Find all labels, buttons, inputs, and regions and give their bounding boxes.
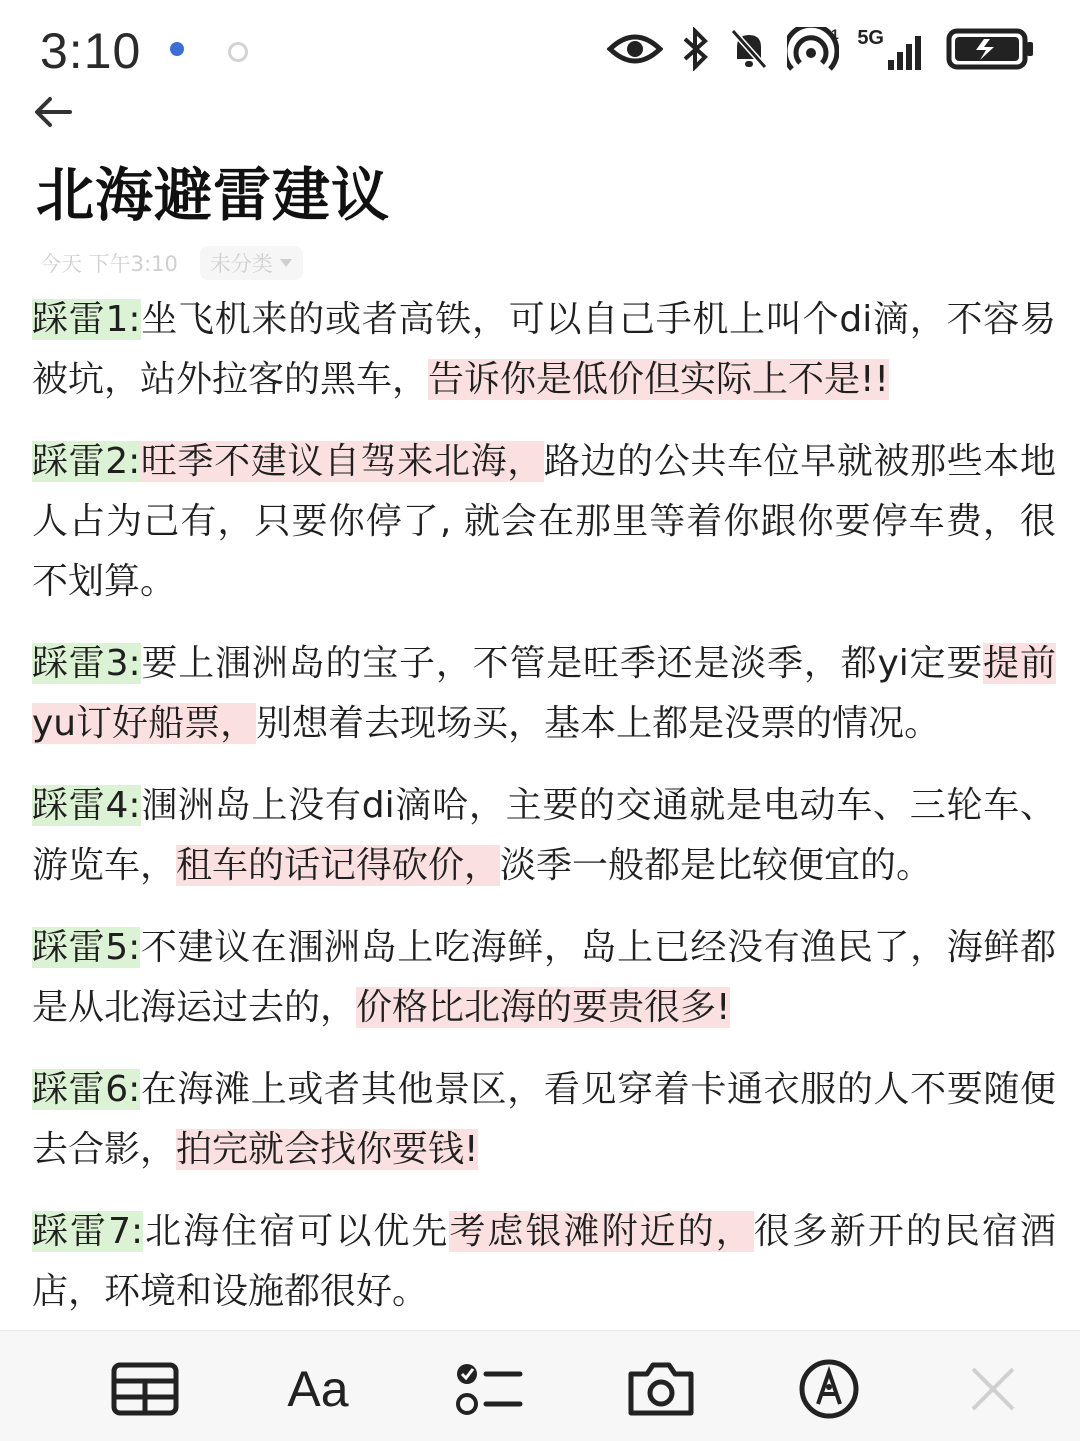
tip-text-after: 很多新开的民宿酒店，环境和设施都很好。 bbox=[32, 1211, 1056, 1312]
tip-text-after: 路边的公共车位早就被那些本地人占为己有，只要你停了, 就会在那里等着你跟你要停车费，很不划算。 bbox=[32, 441, 1056, 602]
tip-tag: 踩雷4: bbox=[32, 785, 141, 826]
bluetooth-icon bbox=[681, 27, 711, 71]
category-selector[interactable] bbox=[200, 246, 303, 280]
cellular-signal bbox=[857, 28, 928, 70]
network-type: 5G bbox=[857, 27, 884, 49]
tip-tag: 踩雷3: bbox=[32, 643, 141, 684]
tip-item bbox=[32, 634, 1056, 754]
status-bar bbox=[0, 0, 1080, 100]
tip-highlight: 租车的话记得砍价， bbox=[176, 845, 501, 886]
tip-highlight: 考虑银滩附近的， bbox=[449, 1211, 754, 1252]
status-icons bbox=[607, 26, 1036, 72]
camera-button[interactable] bbox=[624, 1359, 698, 1419]
close-icon bbox=[968, 1364, 1018, 1414]
tip-highlight: 旺季不建议自驾来北海， bbox=[140, 441, 544, 482]
text-format-icon: Aa bbox=[287, 1361, 349, 1417]
tip-highlight: 提前yu订好船票， bbox=[32, 643, 1056, 744]
tip-text-after: 淡季一般都是比较便宜的。 bbox=[500, 845, 933, 886]
tip-tag: 踩雷5: bbox=[32, 927, 141, 968]
battery-charging-icon bbox=[946, 26, 1036, 72]
tip-text: 北海住宿可以优先 bbox=[143, 1211, 450, 1252]
tip-text: 不建议在涠洲岛上吃海鲜，岛上已经没有渔民了，海鲜都是从北海运过去的， bbox=[32, 927, 1056, 1028]
close-toolbar-button[interactable] bbox=[966, 1359, 1020, 1419]
arrow-left-icon bbox=[30, 92, 78, 132]
mute-bell-icon bbox=[729, 27, 769, 71]
eye-icon bbox=[607, 29, 663, 69]
tip-item bbox=[32, 918, 1056, 1038]
pen-icon bbox=[798, 1358, 860, 1420]
status-time: 3:10 bbox=[40, 23, 142, 79]
tip-highlight: 价格比北海的要贵很多! bbox=[356, 987, 731, 1028]
tip-highlight: 拍完就会找你要钱! bbox=[176, 1129, 479, 1170]
camera-icon bbox=[625, 1360, 697, 1418]
text-format-button[interactable] bbox=[280, 1359, 356, 1419]
category-label: 未分类 bbox=[209, 252, 273, 276]
tip-item bbox=[32, 1202, 1056, 1322]
notification-dot-icon bbox=[170, 42, 184, 56]
tip-tag: 踩雷2: bbox=[32, 441, 141, 482]
tip-text: 在海滩上或者其他景区，看见穿着卡通衣服的人不要随便去合影， bbox=[32, 1069, 1056, 1170]
checklist-icon bbox=[454, 1359, 524, 1419]
notification-ring-icon bbox=[228, 42, 248, 62]
draw-button[interactable] bbox=[796, 1359, 862, 1419]
hotspot-icon bbox=[787, 27, 839, 71]
note-title[interactable]: 北海避雷建议 bbox=[36, 161, 391, 229]
note-date: 今天 下午3:10 bbox=[40, 252, 178, 276]
editor-toolbar bbox=[0, 1330, 1080, 1441]
checklist-button[interactable] bbox=[452, 1359, 526, 1419]
tip-text: 坐飞机来的或者高铁，可以自己手机上叫个di滴，不容易被坑，站外拉客的黑车， bbox=[32, 299, 1056, 400]
caret-down-icon bbox=[279, 258, 293, 268]
insert-table-button[interactable] bbox=[108, 1359, 182, 1419]
tip-text: 要上涠洲岛的宝子，不管是旺季还是淡季，都yi定要 bbox=[140, 643, 984, 684]
signal-bars-icon bbox=[888, 30, 928, 70]
hotspot-count: 1 bbox=[831, 27, 840, 42]
tip-item bbox=[32, 290, 1056, 410]
tip-tag: 踩雷7: bbox=[32, 1211, 144, 1252]
tip-item bbox=[32, 776, 1056, 896]
back-button[interactable] bbox=[30, 92, 78, 132]
tip-tag: 踩雷6: bbox=[32, 1069, 141, 1110]
tip-highlight: 告诉你是低价但实际上不是!! bbox=[428, 359, 889, 400]
tip-text-after: 别想着去现场买，基本上都是没票的情况。 bbox=[256, 703, 941, 744]
note-meta bbox=[40, 246, 303, 280]
note-body[interactable] bbox=[32, 290, 1056, 1344]
tip-item bbox=[32, 432, 1056, 612]
tip-text: 涠洲岛上没有di滴哈，主要的交通就是电动车、三轮车、游览车， bbox=[32, 785, 1056, 886]
table-icon bbox=[110, 1361, 180, 1417]
tip-tag: 踩雷1: bbox=[32, 299, 141, 340]
tip-item bbox=[32, 1060, 1056, 1180]
